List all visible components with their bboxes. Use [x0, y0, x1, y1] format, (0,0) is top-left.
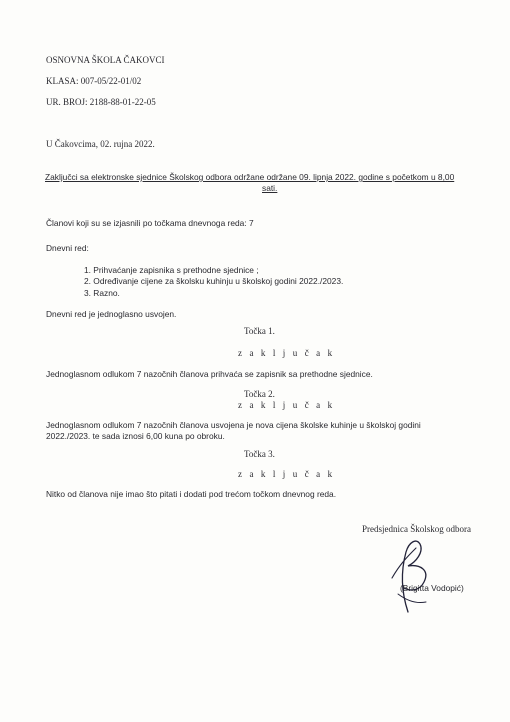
members-line: Članovi koji su se izjasnili po točkama dnevnoga reda: 7	[46, 218, 254, 228]
ur-broj-line: UR. BROJ: 2188-88-01-22-05	[46, 97, 156, 107]
conclusion-label: z a k l j u č a k	[238, 348, 335, 358]
signatory-name: (Brigitta Vodopić)	[400, 583, 464, 593]
handwritten-signature	[386, 534, 446, 616]
conclusion-label: z a k l j u č a k	[238, 469, 335, 479]
point-text: Nitko od članova nije imao što pitati i dodati pod trećom točkom dnevnog reda.	[46, 489, 337, 499]
point-heading: Točka 1.	[244, 326, 275, 336]
signatory-role: Predsjednica Školskog odbora	[362, 524, 471, 534]
agenda-item: 2. Određivanje cijene za školsku kuhinju u školskoj godini 2022./2023.	[84, 276, 344, 286]
document-title: Zaključci sa elektronske sjednice Školskog odbora održane održane 09. lipnja 2022. godine s početkom u 8,00	[45, 172, 455, 182]
agenda-item: 1. Prihvaćanje zapisnika s prethodne sjednice ;	[84, 265, 259, 275]
conclusion-label: z a k l j u č a k	[238, 400, 335, 410]
point-text: Jednoglasnom odlukom 7 nazočnih članova usvojena je nova cijena školske kuhinje u školskoj godini	[46, 420, 421, 430]
point-text-continuation: 2022./2023. te sada iznosi 6,00 kuna po obroku.	[46, 431, 225, 441]
place-date: U Čakovcima, 02. rujna 2022.	[46, 139, 155, 149]
point-text: Jednoglasnom odlukom 7 nazočnih članova prihvaća se zapisnik sa prethodne sjednice.	[46, 369, 373, 379]
agenda-adopted: Dnevni red je jednoglasno usvojen.	[46, 309, 177, 319]
school-name: OSNOVNA ŠKOLA ČAKOVCI	[46, 55, 165, 65]
agenda-item: 3. Razno.	[84, 288, 120, 298]
document-title-continuation: sati.	[262, 183, 278, 193]
point-heading: Točka 2.	[244, 389, 275, 399]
point-heading: Točka 3.	[244, 449, 275, 459]
agenda-label: Dnevni red:	[46, 243, 89, 253]
klasa-line: KLASA: 007-05/22-01/02	[46, 76, 142, 86]
